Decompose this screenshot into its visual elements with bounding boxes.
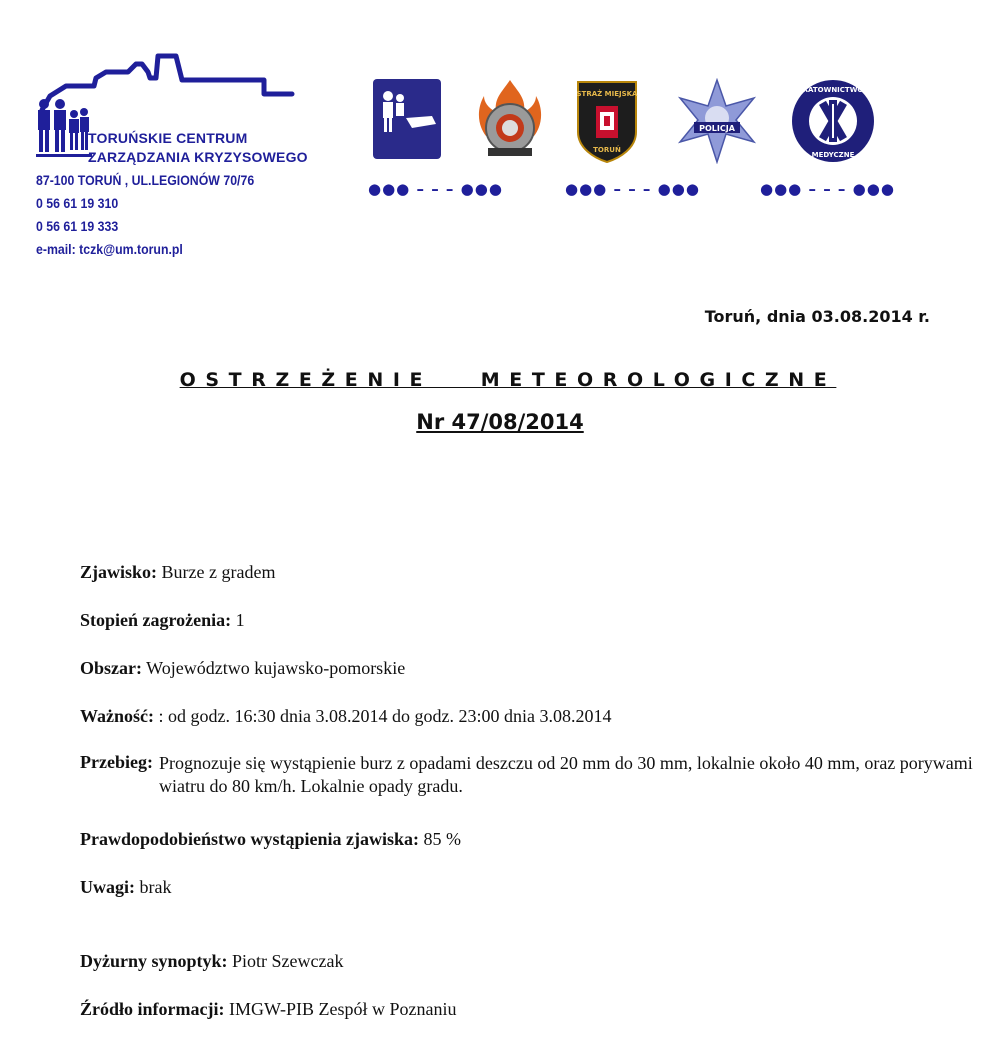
org-address: 87-100 TORUŃ , UL.LEGIONÓW 70/76 [36, 172, 255, 188]
medical-rescue-bottom-text: MEDYCZNE [811, 151, 855, 159]
medical-rescue-top-text: RATOWNICTWO [802, 86, 864, 94]
field-value: IMGW-PIB Zespół w Poznaniu [224, 999, 457, 1019]
field-value: 85 % [419, 829, 462, 849]
field-zjawisko [80, 562, 275, 583]
separator-dots-2: ●●● – – – ●●● [565, 180, 700, 198]
separator-dots-3: ●●● – – – ●●● [760, 180, 895, 198]
police-label-text: POLICJA [699, 124, 735, 133]
org-name-line2: ZARZĄDZANIA KRYZYSOWEGO [88, 149, 308, 165]
city-guard-bottom-text: TORUŃ [593, 146, 621, 154]
police-star-emblem-icon [674, 78, 760, 164]
field-value: brak [135, 877, 172, 897]
document-title: OSTRZEŻENIE METEOROLOGICZNE [179, 369, 837, 391]
field-label: Źródło informacji: [80, 999, 225, 1019]
field-uwagi [80, 877, 171, 898]
field-waznosc [80, 706, 611, 727]
org-phone-1: 0 56 61 19 310 [36, 195, 119, 211]
field-label: Stopień zagrożenia: [80, 610, 232, 630]
field-label: Dyżurny synoptyk: [80, 951, 228, 971]
field-value: Burze z gradem [157, 562, 276, 582]
field-label: Prawdopodobieństwo wystąpienia zjawiska: [80, 829, 420, 849]
org-email: e-mail: tczk@um.torun.pl [36, 241, 183, 257]
field-value: : od godz. 16:30 dnia 3.08.2014 do godz. 23:00 dnia 3.08.2014 [154, 706, 612, 726]
field-przebieg [80, 752, 990, 798]
city-guard-emblem-icon [574, 76, 640, 164]
org-phone-2: 0 56 61 19 333 [36, 218, 119, 234]
field-zrodlo [80, 999, 456, 1020]
separator-dots-1: ●●● – – – ●●● [368, 180, 503, 198]
field-prawdopodobienstwo [80, 829, 461, 850]
crisis-help-emblem-icon [372, 78, 442, 160]
document-date: Toruń, dnia 03.08.2014 r. [704, 307, 930, 326]
field-stopien-zagrozenia [80, 610, 245, 631]
field-value: 1 [231, 610, 245, 630]
document-number: Nr 47/08/2014 [416, 410, 584, 434]
field-value: Województwo kujawsko-pomorskie [142, 658, 406, 678]
field-value: Piotr Szewczak [227, 951, 344, 971]
field-label: Obszar: [80, 658, 142, 678]
field-synoptyk [80, 951, 344, 972]
fire-brigade-emblem-icon [474, 78, 546, 162]
field-label: Zjawisko: [80, 562, 158, 582]
medical-rescue-emblem-icon [790, 78, 876, 164]
field-label: Ważność: [80, 706, 154, 726]
field-value: Prognozuje się wystąpienie burz z opadami deszczu od 20 mm do 30 mm, lokalnie około 40 mm, oraz porywami wiatru do 80 km/h. Lokalnie opady gradu. [158, 753, 973, 796]
family-figures-icon [36, 98, 92, 168]
org-name-line1: TORUŃSKIE CENTRUM [88, 130, 248, 146]
city-guard-top-text: STRAŻ MIEJSKA [576, 90, 638, 98]
field-obszar [80, 658, 405, 679]
field-label: Przebieg: [80, 752, 153, 772]
field-label: Uwagi: [80, 877, 135, 897]
